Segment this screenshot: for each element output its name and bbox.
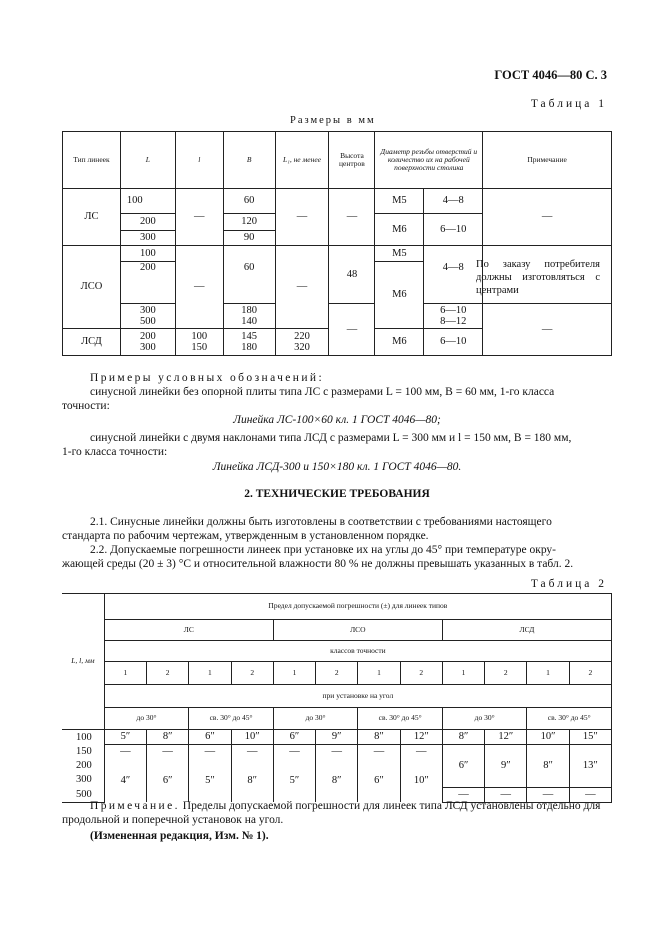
t2-value-cell: 8″ [147, 730, 189, 745]
footnote-text-b: продольной и поперечной установок на угол. [62, 814, 284, 826]
t1-header-l: l [175, 132, 223, 189]
t2-class-cell: 2 [147, 662, 189, 685]
t1-cell [223, 304, 275, 329]
t1-value: 320 [294, 342, 310, 353]
t1-cell: — [175, 189, 223, 246]
t1-cell: 100 [120, 189, 175, 214]
t2-value-cell: 8″ [316, 759, 358, 802]
t2-size-cell: 300 [62, 773, 104, 787]
t2-value-cell: 8″ [358, 730, 400, 745]
t1-value: 180 [241, 304, 257, 316]
t2-value-cell: 4″ [104, 759, 146, 802]
t1-header-B: B [223, 132, 275, 189]
t2-value-cell: 8″ [442, 730, 484, 745]
t2-value-cell: — [569, 787, 611, 802]
t2-value-cell: 5″ [273, 759, 315, 802]
t2-value-cell: 10″ [231, 730, 273, 745]
t2-value-cell: — [527, 787, 569, 802]
t2-value-cell: 6″ [358, 759, 400, 802]
t1-value: 180 [241, 342, 257, 353]
table2-caption: Таблица 2 [530, 578, 607, 590]
t2-value-cell: 10″ [400, 759, 442, 802]
page-header: ГОСТ 4046—80 С. 3 [494, 68, 607, 82]
t2-class-cell: 1 [442, 662, 484, 685]
t1-cell: — [175, 246, 223, 329]
t1-cell: 48 [329, 246, 375, 304]
t2-value-cell: 15″ [569, 730, 611, 745]
t2-angle-label: при установке на угол [104, 685, 611, 708]
t1-value: 220 [294, 330, 310, 342]
t2-value-cell: — [316, 745, 358, 760]
t1-value: 200 [139, 330, 156, 342]
t2-angle-cell: св. 30° до 45° [189, 708, 274, 730]
table1-subtitle: Размеры в мм [290, 115, 376, 126]
t2-angle-cell: до 30° [442, 708, 527, 730]
para-2-2-b: жающей среды (20 ± 3) °С и относительной влажности 80 % не должны превышать указанных в табл. 2. [62, 558, 574, 570]
t1-cell [120, 329, 175, 356]
t2-angle-cell: св. 30° до 45° [358, 708, 443, 730]
t2-value-cell: 6″ [442, 745, 484, 788]
t1-cell: М5 [375, 189, 424, 214]
t2-value-cell: — [104, 745, 146, 760]
t1-cell: М6 [375, 329, 424, 356]
t1-cell: М6 [375, 262, 424, 329]
t2-value-cell: 8″ [231, 759, 273, 802]
footnote-label: Примечание. [90, 800, 180, 812]
t2-value-cell: — [147, 745, 189, 760]
t1-header-note: Примечание [483, 132, 612, 189]
examples-line1: синусной линейки без опорной плиты типа ЛС с размерами L = 100 мм, B = 60 мм, 1-го класса [90, 386, 555, 398]
para-2-1-b: стандарта по рабочим чертежам, утвержденным в установленном порядке. [62, 530, 429, 542]
t2-type-lso: ЛСО [273, 620, 442, 641]
t1-lso-note: По заказу потребителя должны изготовляться с центрами [476, 259, 600, 296]
table1 [62, 131, 612, 356]
t2-class-cell: 2 [231, 662, 273, 685]
t2-value-cell: — [485, 787, 527, 802]
t1-cell: — [329, 304, 375, 356]
t1-header-L: L [120, 132, 175, 189]
t1-cell: 100 [120, 246, 175, 262]
t2-value-cell: 6″ [273, 730, 315, 745]
t2-value-cell: — [400, 745, 442, 760]
t2-value-cell: 6″ [189, 730, 231, 745]
t1-value: 500 [139, 316, 156, 327]
t2-classes-label: классов точности [104, 641, 611, 662]
t1-value: 8—12 [440, 316, 467, 327]
para-2-1-a: 2.1. Синусные линейки должны быть изготовлены в соответствии с требованиями настоящего [90, 516, 552, 528]
t1-cell: — [275, 246, 329, 329]
t1-cell: 4—8 [424, 189, 483, 214]
t1-value: 140 [241, 316, 257, 327]
examples-line2: синусной линейки с двумя наклонами типа ЛСД с размерами L = 300 мм и l = 150 мм, B = 180 мм, [90, 432, 572, 444]
t1-cell [424, 246, 483, 262]
t1-type-ls: ЛС [63, 189, 121, 246]
footnote-text-a: Пределы допускаемой погрешности для линеек типа ЛСД установлены отдельно для [179, 800, 601, 812]
t2-value-cell: 12″ [400, 730, 442, 745]
t2-type-ls: ЛС [104, 620, 273, 641]
t2-class-cell: 2 [569, 662, 611, 685]
t1-cell [223, 329, 275, 356]
examples-line1b: точности: [62, 400, 110, 412]
t1-value: 300 [139, 342, 156, 353]
t1-cell: 200 [120, 262, 175, 304]
t1-type-lsd: ЛСД [63, 329, 121, 356]
table1-caption: Таблица 1 [530, 98, 607, 110]
t1-cell: 300 [120, 231, 175, 246]
t2-class-cell: 1 [527, 662, 569, 685]
t2-size-cell: 500 [62, 787, 104, 802]
edition-note: (Измененная редакция, Изм. № 1). [90, 830, 269, 842]
examples-heading: Примеры условных обозначений: [90, 372, 325, 384]
t1-header-height: Высота центров [329, 132, 375, 189]
t2-value-cell: 6″ [147, 759, 189, 802]
para-2-2-a: 2.2. Допускаемые погрешности линеек при установке их на углы до 45° при температуре окру- [90, 544, 557, 556]
t2-value-cell: 12″ [485, 730, 527, 745]
t1-cell: 60 [223, 262, 275, 304]
t1-cell: 6—10 [424, 214, 483, 246]
t2-value-cell: 9″ [485, 745, 527, 788]
t2-value-cell: — [231, 745, 273, 760]
t2-class-cell: 1 [273, 662, 315, 685]
t1-cell: — [275, 189, 329, 246]
t1-value: 100 [191, 330, 208, 342]
t1-cell: М6 [375, 214, 424, 246]
t1-header-thread: Диаметр резьбы отверстий и количество их на рабочей поверхности столика [375, 132, 483, 189]
t1-cell: М5 [375, 246, 424, 262]
t2-angle-cell: до 30° [104, 708, 189, 730]
t2-title: Предел допускаемой погрешности (±) для линеек типов [104, 594, 611, 620]
t1-cell: 90 [223, 231, 275, 246]
t1-cell: — [483, 304, 612, 356]
t2-value-cell: — [358, 745, 400, 760]
t2-value-cell: 10″ [527, 730, 569, 745]
t2-size-cell: 150 [62, 745, 104, 760]
examples-line2b: 1-го класса точности: [62, 446, 168, 458]
t2-class-cell: 1 [358, 662, 400, 685]
t2-angle-cell: до 30° [273, 708, 358, 730]
t2-angle-cell: св. 30° до 45° [527, 708, 612, 730]
t1-cell [223, 246, 275, 262]
examples-formula2: Линейка ЛСД-300 и 150×180 кл. 1 ГОСТ 4046—80. [212, 461, 462, 473]
t2-class-cell: 2 [400, 662, 442, 685]
t2-value-cell: 8″ [527, 745, 569, 788]
t1-type-lso: ЛСО [63, 246, 121, 329]
t1-cell: 200 [120, 214, 175, 231]
t2-value-cell: — [189, 745, 231, 760]
t2-value-cell: 13″ [569, 745, 611, 788]
t1-cell: 6—10 [424, 329, 483, 356]
t1-cell: 120 [223, 214, 275, 231]
t2-value-cell: 5″ [189, 759, 231, 802]
t2-size-cell: 200 [62, 759, 104, 773]
t2-type-lsd: ЛСД [442, 620, 611, 641]
t1-cell [424, 304, 483, 329]
t1-header-type: Тип линеек [63, 132, 121, 189]
t2-value-cell: 5″ [104, 730, 146, 745]
t2-class-cell: 2 [485, 662, 527, 685]
t1-value: 300 [139, 304, 156, 316]
t2-value-cell: 9″ [316, 730, 358, 745]
t1-cell [120, 304, 175, 329]
t2-value-cell: — [442, 787, 484, 802]
t2-class-cell: 1 [104, 662, 146, 685]
t1-value: 145 [241, 330, 257, 342]
t1-value: 6—10 [440, 304, 467, 316]
t2-value-cell: — [273, 745, 315, 760]
t1-cell [175, 329, 223, 356]
t1-cell: 60 [223, 189, 275, 214]
t1-cell: 4—8 [424, 262, 483, 304]
t1-cell: — [329, 189, 375, 246]
table2 [62, 593, 612, 803]
t1-cell [275, 329, 329, 356]
t2-class-cell: 1 [189, 662, 231, 685]
t2-class-cell: 2 [316, 662, 358, 685]
t2-size-cell: 100 [62, 730, 104, 745]
t1-cell: — [483, 189, 612, 246]
t1-value: 150 [191, 342, 208, 353]
t2-corner: L, l, мм [62, 594, 104, 730]
examples-formula1: Линейка ЛС-100×60 кл. 1 ГОСТ 4046—80; [233, 414, 441, 426]
t1-header-L1: L₁, не менее [275, 132, 329, 189]
section-title: 2. ТЕХНИЧЕСКИЕ ТРЕБОВАНИЯ [244, 488, 430, 500]
